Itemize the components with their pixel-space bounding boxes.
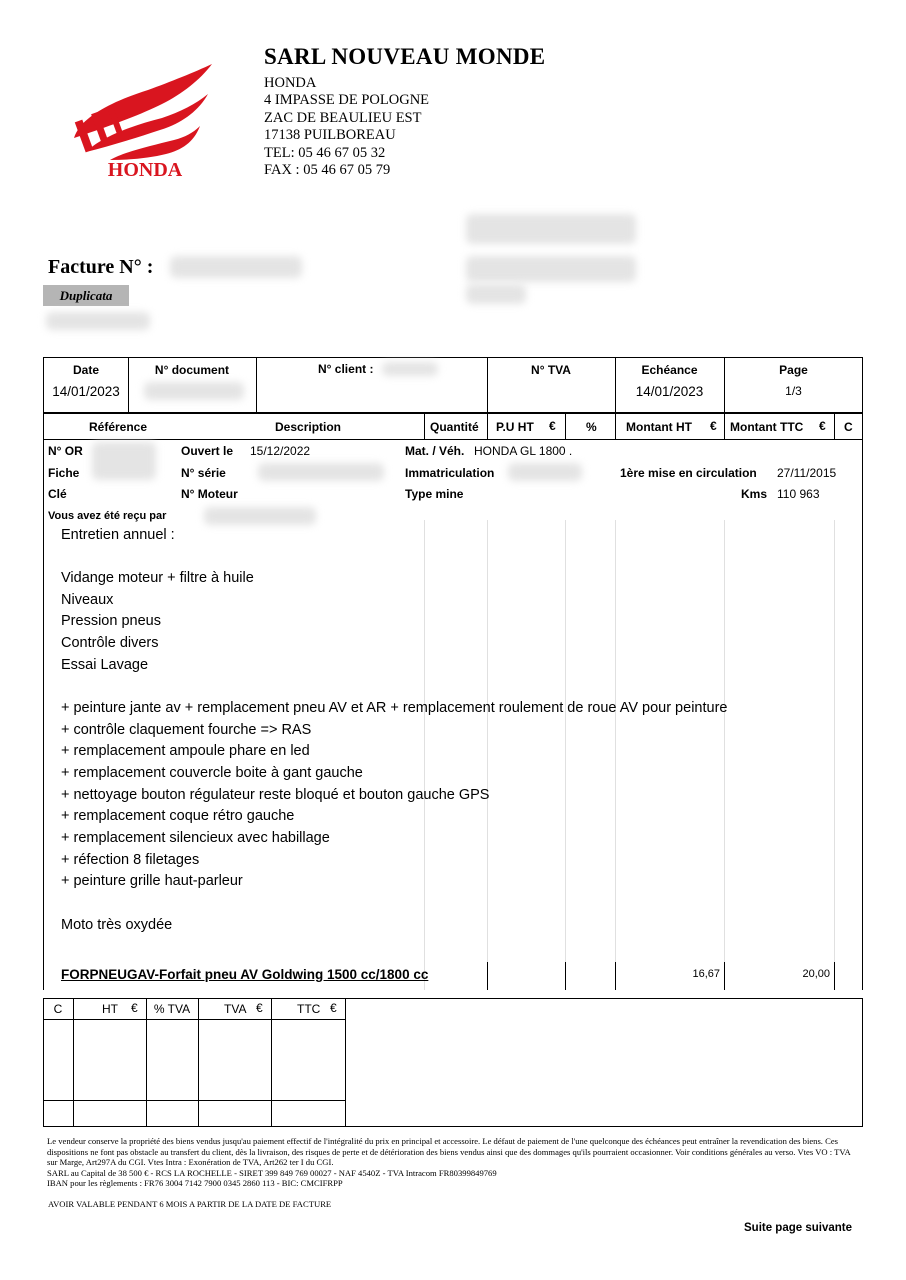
redacted-document-number: [144, 382, 244, 400]
honda-logo-text: HONDA: [107, 159, 183, 180]
description-line: Essai Lavage: [61, 657, 149, 673]
description-line: Moto très oxydée: [61, 917, 173, 933]
address-line: ZAC DE BEAULIEU EST: [264, 109, 422, 126]
address-line: HONDA: [264, 75, 317, 91]
date-value: 14/01/2023: [52, 384, 120, 399]
honda-wing-icon: [70, 60, 220, 180]
address-line: 4 IMPASSE DE POLOGNE: [264, 92, 430, 109]
redacted-field: [46, 312, 150, 330]
redacted-receiver: [204, 507, 316, 525]
or-label: N° OR: [48, 444, 83, 458]
description-line: Niveaux: [61, 592, 114, 608]
redacted-registration: [508, 463, 582, 481]
tax-col-ht-currency: €: [131, 1001, 138, 1015]
item-label: FORPNEUGAV-Forfait pneu AV Goldwing 1500 cc/1800 cc: [61, 967, 429, 982]
serie-label: N° série: [181, 466, 226, 480]
fiche-label: Fiche: [48, 466, 80, 480]
description-line: + remplacement silencieux avec habillage: [61, 830, 330, 846]
description-line: + contrôle claquement fourche => RAS: [61, 722, 312, 738]
tax-col-c: C: [53, 1002, 63, 1016]
due-date-value: 14/01/2023: [635, 384, 704, 399]
description-line: + réfection 8 filetages: [61, 852, 200, 868]
mat-value: HONDA GL 1800 .: [474, 444, 573, 458]
col-description: Description: [275, 420, 342, 434]
redacted-serial-number: [258, 463, 384, 481]
tax-col-pct-tva: % TVA: [153, 1002, 191, 1016]
tax-summary-box: [43, 998, 863, 1127]
description-line: + peinture grille haut-parleur: [61, 873, 243, 889]
address-line: 17138 PUILBOREAU: [264, 127, 396, 144]
avoir-notice: AVOIR VALABLE PENDANT 6 MOIS A PARTIR DE LA DATE DE FACTURE: [48, 1199, 332, 1209]
company-address: [264, 75, 429, 179]
redacted-or-number: [92, 442, 156, 480]
ouvert-value: 15/12/2022: [250, 444, 311, 458]
ouvert-label: Ouvert le: [181, 444, 234, 458]
address-line: TEL: 05 46 67 05 32: [264, 144, 386, 161]
col-montant-ht: Montant HT: [626, 420, 692, 434]
date-label: Date: [72, 363, 99, 377]
redacted-recipient: [466, 256, 636, 282]
address-line: FAX : 05 46 67 05 79: [264, 162, 391, 179]
honda-logo: [70, 60, 220, 180]
mat-label: Mat. / Véh.: [405, 444, 465, 458]
col-pu-currency: €: [549, 419, 556, 433]
col-quantite: Quantité: [430, 420, 479, 434]
invoice-title: Facture N° :: [48, 256, 154, 278]
page-label: Page: [779, 363, 808, 377]
moteur-label: N° Moteur: [181, 487, 238, 501]
legal-line: SARL au Capital de 38 500 € - RCS LA ROCHELLE - SIRET 399 849 769 00027 - NAF 4540Z - TVA Intracom FR80399849769: [47, 1167, 497, 1178]
cle-label: Clé: [48, 487, 67, 501]
col-c: C: [844, 420, 853, 434]
circulation-value: 27/11/2015: [777, 466, 837, 480]
circulation-label: 1ère mise en circulation: [620, 466, 757, 480]
document-label: N° document: [154, 363, 230, 377]
item-montant-ttc: 20,00: [802, 968, 830, 980]
description-line: Contrôle divers: [61, 635, 159, 651]
due-date-label: Echéance: [641, 363, 698, 377]
col-montant-ttc-currency: €: [819, 419, 826, 433]
immat-label: Immatriculation: [405, 466, 495, 480]
description-line: Pression pneus: [61, 613, 161, 629]
col-montant-ttc: Montant TTC: [730, 420, 804, 434]
duplicata-badge: Duplicata: [43, 285, 129, 306]
tax-col-tva: TVA: [224, 1002, 247, 1016]
page-value: 1/3: [785, 384, 802, 398]
tax-col-tva-currency: €: [256, 1001, 263, 1015]
description-line: + peinture jante av + remplacement pneu AV et AR + remplacement roulement de roue AV pour peinture: [61, 700, 728, 716]
redacted-recipient: [466, 214, 636, 244]
redacted-recipient: [466, 284, 526, 304]
company-name: SARL NOUVEAU MONDE: [264, 44, 546, 69]
legal-line: Le vendeur conserve la propriété des biens vendus jusqu'au paiement effectif de l'intégralité du prix en principal et accessoire. Le défaut de paiement de l'une quelconque des échéances peut entraîner la revendication des biens. Ces dispositions ne font pas obstacle au transfert du client, dès la livraison, des risques de perte et de détérioration des biens vendus ainsi que des dommages qu'ils pourraient occasionner. Voir conditions générales au verso. Vtes VO : TVA sur Marge, Art297A du CGI. Vtes Intra : Exonération de TVA, Art262 ter I du CGI.: [47, 1136, 851, 1168]
description-line: + remplacement coque rétro gauche: [61, 808, 295, 824]
tax-col-ttc-currency: €: [330, 1001, 337, 1015]
type-mine-label: Type mine: [405, 487, 464, 501]
kms-value: 110 963: [777, 487, 820, 501]
col-pu-ht: P.U HT: [496, 420, 534, 434]
legal-text: [47, 1136, 862, 1189]
kms-label: Kms: [741, 487, 768, 501]
description-line: Entretien annuel :: [61, 527, 175, 543]
tva-label: N° TVA: [531, 363, 571, 377]
tax-col-ht: HT: [102, 1002, 118, 1016]
col-reference: Référence: [89, 420, 148, 434]
col-percent: %: [586, 420, 597, 434]
legal-line: IBAN pour les règlements : FR76 3004 7142 7900 0345 2860 113 - BIC: CMCIFRPP: [47, 1178, 343, 1189]
description-line: + remplacement ampoule phare en led: [61, 743, 310, 759]
client-label: N° client :: [318, 362, 374, 376]
description-line: + remplacement couvercle boite à gant gauche: [61, 765, 363, 781]
recu-label: Vous avez été reçu par: [48, 510, 167, 522]
description-line: Vidange moteur + filtre à huile: [61, 570, 254, 586]
description-line: + nettoyage bouton régulateur reste bloqué et bouton gauche GPS: [61, 787, 490, 803]
next-page-notice: Suite page suivante: [744, 1222, 853, 1234]
item-montant-ht: 16,67: [692, 968, 720, 980]
redacted-invoice-number: [170, 256, 302, 278]
tax-col-ttc: TTC: [297, 1002, 321, 1016]
col-montant-ht-currency: €: [710, 419, 717, 433]
redacted-client-number: [382, 362, 438, 376]
